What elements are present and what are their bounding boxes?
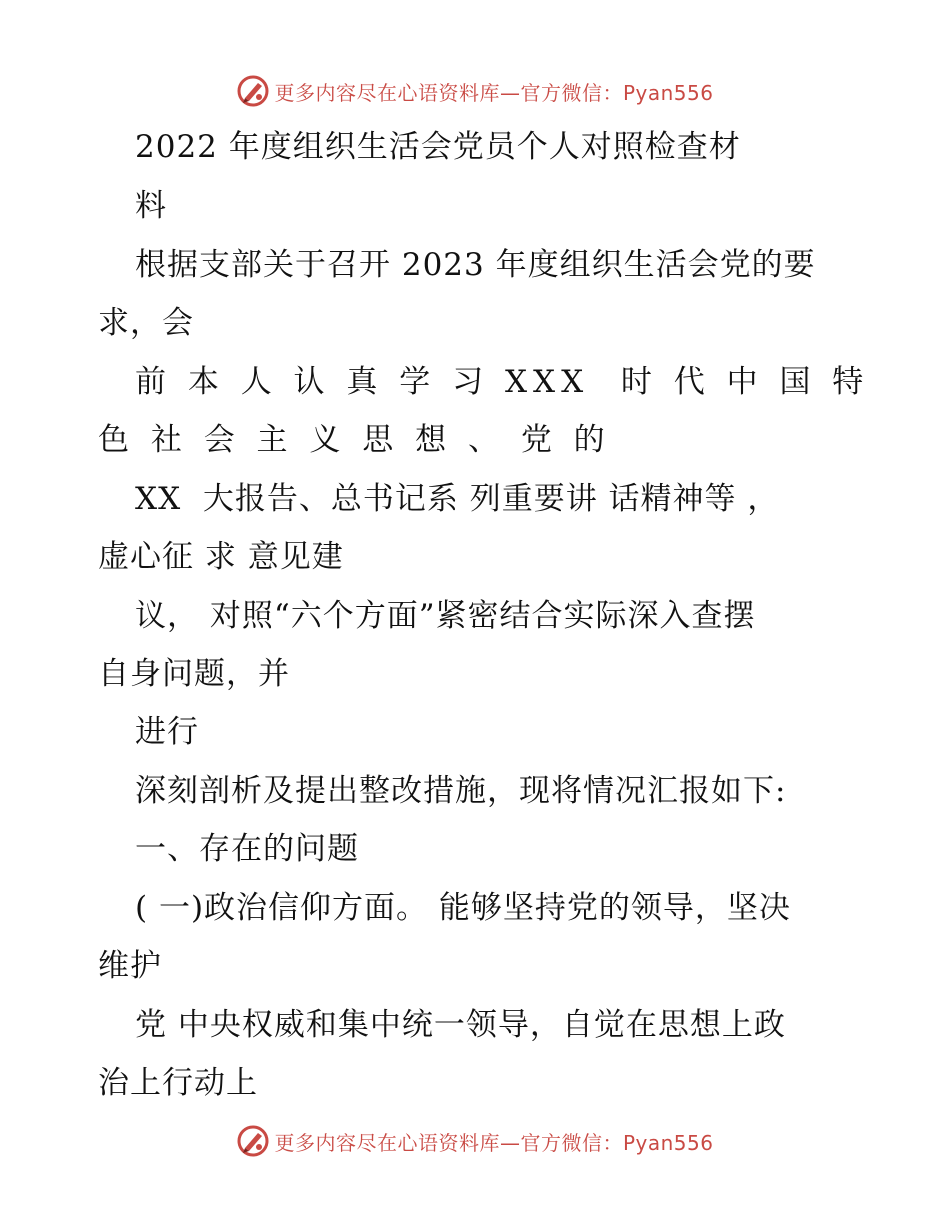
paragraph-line: 深刻剖析及提出整改措施，现将情况汇报如下: bbox=[135, 773, 787, 809]
footer-watermark bbox=[0, 1121, 950, 1161]
watermark-text: 更多内容尽在心语资料库—官方微信：Pyan556 bbox=[274, 1130, 714, 1155]
paragraph-line: 进行 bbox=[135, 714, 199, 750]
paragraph-line: 党 中央权威和集中统一领导，自觉在思想上政 bbox=[135, 1007, 786, 1043]
section-heading: 一、存在的问题 bbox=[135, 831, 359, 867]
doc-title-line: 2022 年度组织生活会党员个人对照检查材 bbox=[135, 129, 741, 165]
pen-logo-icon bbox=[236, 1124, 270, 1158]
paragraph-line: 虚心征 求 意见建 bbox=[98, 539, 344, 575]
paragraph-line: 根据支部关于召开 2023 年度组织生活会党的要 bbox=[135, 247, 816, 283]
paragraph-line: 色 社 会 主 义 思 想 、 党 的 bbox=[98, 422, 611, 458]
watermark-text: 更多内容尽在心语资料库—官方微信：Pyan556 bbox=[274, 80, 714, 105]
paragraph-line: 议， 对照“六个方面”紧密结合实际深入查摆 bbox=[135, 598, 756, 634]
doc-title-line: 料 bbox=[135, 188, 167, 224]
paragraph-line: ( 一)政治信仰方面。 能够坚持党的领导，坚决 bbox=[135, 890, 791, 926]
paragraph-line: 维护 bbox=[98, 948, 162, 984]
paragraph-line: 求，会 bbox=[98, 305, 194, 341]
paragraph-line: 前 本 人 认 真 学 习 XXX 时 代 中 国 特 bbox=[135, 364, 870, 400]
paragraph-line: XX 大报告、总书记系 列重要讲 话精神等 ， bbox=[135, 481, 780, 517]
paragraph-line: 自身问题，并 bbox=[98, 656, 290, 692]
paragraph-line: 治上行动上 bbox=[98, 1065, 258, 1101]
